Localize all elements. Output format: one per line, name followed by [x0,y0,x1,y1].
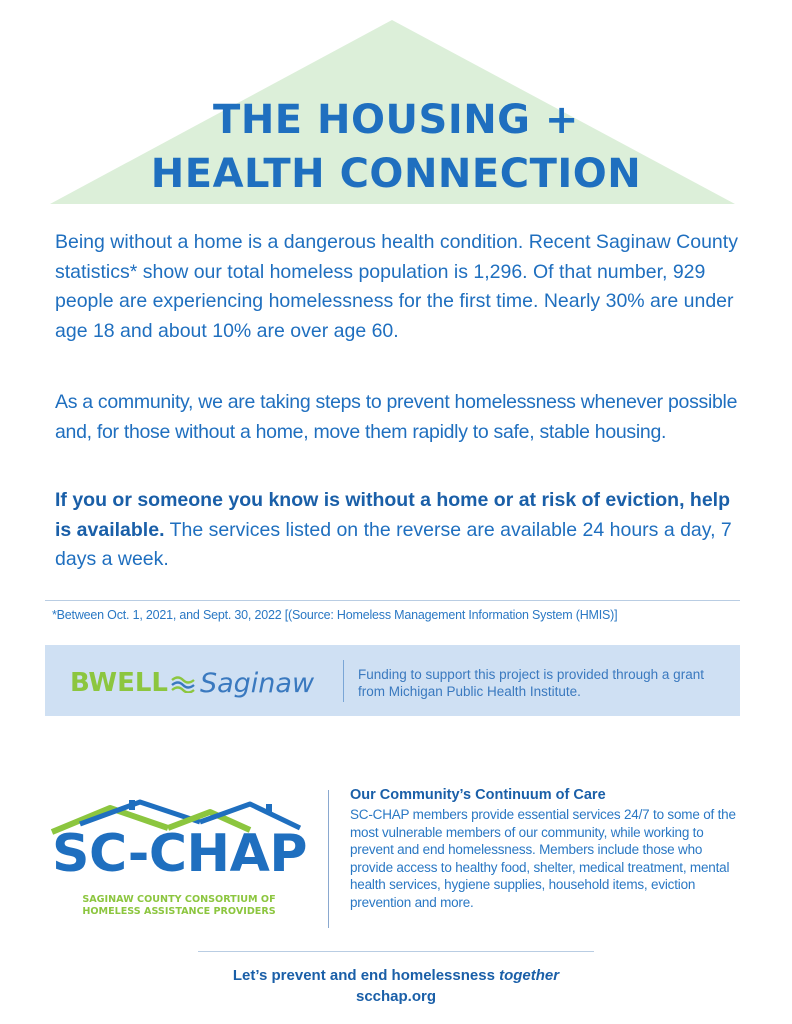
coc-heading: Our Community’s Continuum of Care [350,787,606,803]
footnote: *Between Oct. 1, 2021, and Sept. 30, 2022 [(Source: Homeless Management Information System (HMIS)] [52,608,618,622]
bwell-saginaw-logo [70,666,314,700]
community-paragraph: As a community, we are taking steps to prevent homelessness whenever possible and, for those without a home, move them rapidly to safe, stable housing. [55,391,738,443]
website-link[interactable]: scchap.org [355,988,437,1005]
sc-chap-subtitle-line2: HOMELESS ASSISTANCE PROVIDERS [82,906,276,917]
sc-chap-subtitle-line1: SAGINAW COUNTY CONSORTIUM OF [82,894,276,905]
bwell-logo-text: BWELL [70,668,168,698]
tagline-main: Let’s prevent and end homelessness [232,967,500,984]
saginaw-logo-text: Saginaw [199,667,315,699]
help-rest-text: The services listed on the reverse are available 24 hours a day, 7 days a week. [55,518,732,570]
vertical-divider [328,790,329,928]
divider [45,600,740,601]
help-paragraph [55,486,745,575]
tagline-italic: together [499,967,560,984]
wave-icon [170,673,196,693]
page-title-line1: THE HOUSING + [213,97,579,143]
help-bold-text: If you or someone you know is without a home or at risk of eviction, help is available. [55,489,731,541]
sc-chap-logo-text: SC-CHAP [52,824,307,884]
intro-paragraph: Being without a home is a dangerous health condition. Recent Saginaw County statistics* show our total homeless population is 1,296. Of that number, 929 people are experiencing homelessness for the first time. Nearly 30% are under age 18 and about 10% are over age 60. [55,231,738,342]
sc-chap-subtitle [56,894,302,918]
page-title-line2: HEALTH CONNECTION [150,151,642,197]
coc-description: SC-CHAP members provide essential services 24/7 to some of the most vulnerable members of our community, while working to prevent and end homelessness. Members include those who provide access to healthy food, shelter, medical treatment, mental health services, hygiene supplies, household items, eviction prevention and more. [350,807,736,910]
tagline [0,967,792,984]
band-divider [343,660,344,702]
footer-divider [198,951,594,952]
funding-text: Funding to support this project is provided through a grant from Michigan Public Health Institute. [358,667,704,699]
